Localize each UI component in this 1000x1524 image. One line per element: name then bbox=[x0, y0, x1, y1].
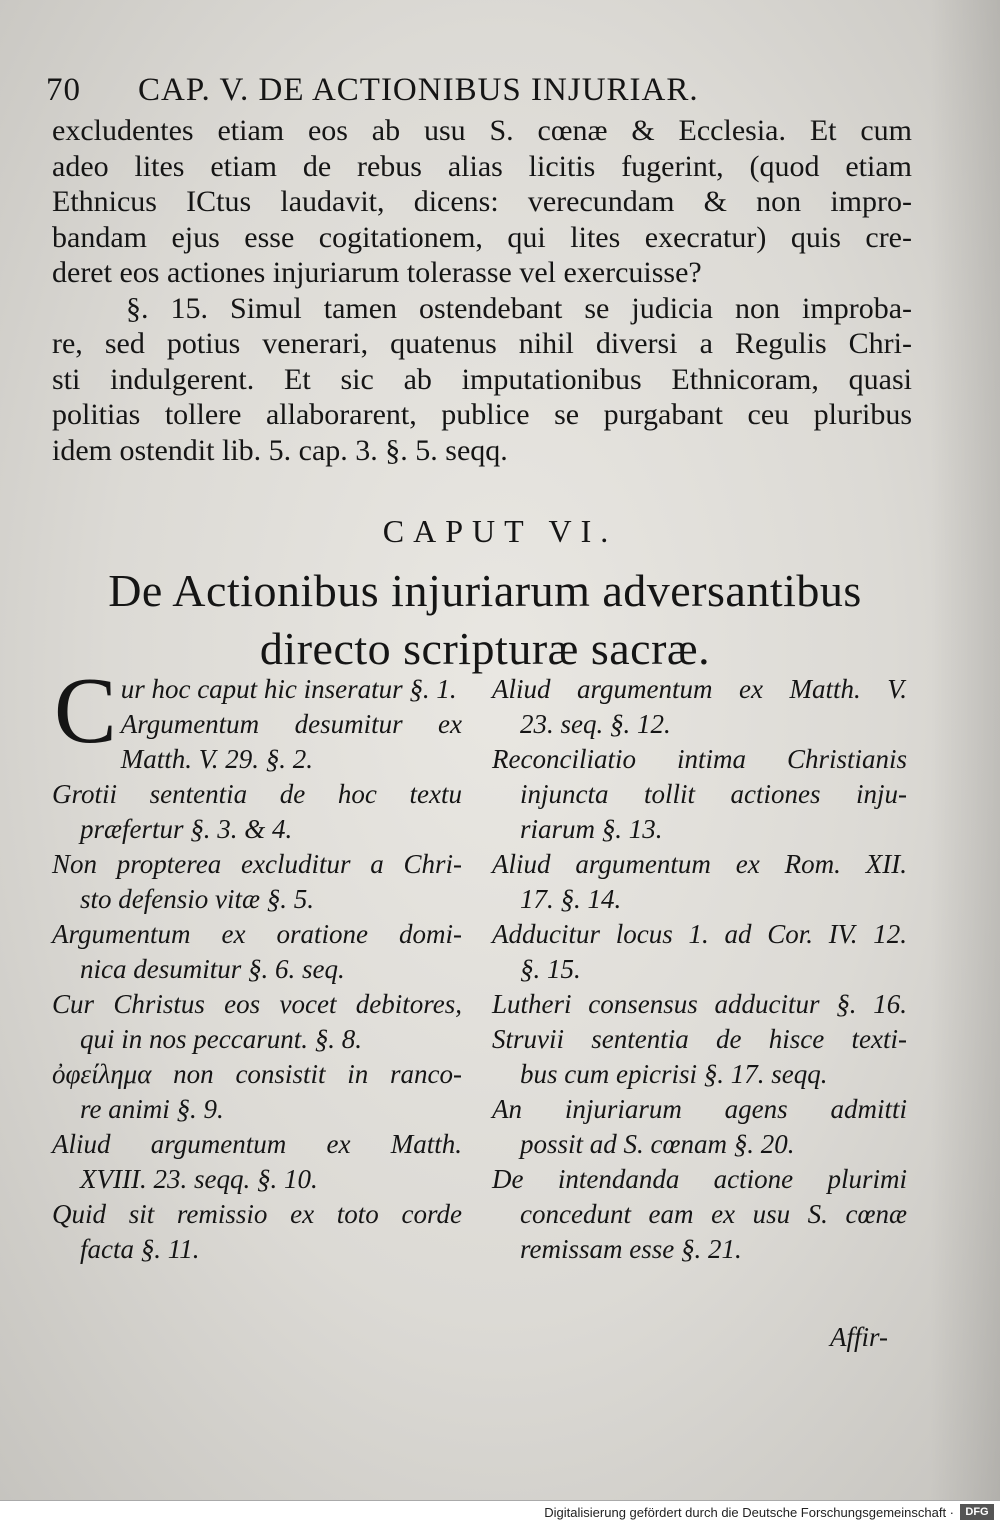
summary-line: Aliud argumentum ex Rom. XII. bbox=[492, 849, 907, 879]
body-line: excludentes etiam eos ab usu S. cœnæ & Ecclesia. Et cum bbox=[52, 114, 912, 147]
body-paragraphs bbox=[52, 113, 912, 468]
summary-line: re animi §. 9. bbox=[80, 1094, 224, 1124]
funding-credit: Digitalisierung gefördert durch die Deutsche Forschungsgemeinschaft · bbox=[544, 1505, 954, 1520]
body-line: adeo lites etiam de rebus alias licitis fugerint, (quod etiam bbox=[52, 149, 912, 183]
chapter-number: CAPUT VI. bbox=[382, 513, 618, 549]
body-line: sti indulgerent. Et sic ab imputationibus Ethnicoram, quasi bbox=[52, 362, 912, 396]
digitization-footer bbox=[0, 1500, 1000, 1524]
running-title: CAP. V. DE ACTIONIBUS INJURIAR. bbox=[138, 72, 699, 108]
body-line: politias tollere allaborarent, publice se purgabant ceu pluribus bbox=[52, 398, 912, 431]
dfg-logo: DFG bbox=[960, 1504, 994, 1520]
summary-line: sto defensio vitæ §. 5. bbox=[80, 884, 314, 914]
summary-line: De intendanda actione plurimi bbox=[492, 1164, 907, 1194]
summary-line: qui in nos peccarunt. §. 8. bbox=[80, 1024, 362, 1054]
chapter-title-line: directo scripturæ sacræ. bbox=[259, 623, 711, 674]
summary-column-right bbox=[492, 672, 907, 1267]
body-line: §. 15. Simul tamen ostendebant se judicia non improba- bbox=[126, 291, 912, 325]
body-line: idem ostendit lib. 5. cap. 3. §. 5. seqq. bbox=[52, 433, 508, 467]
catchword: Affir- bbox=[830, 1322, 888, 1352]
summary-line: Argumentum desumitur ex bbox=[120, 709, 462, 739]
summary-line: præfertur §. 3. & 4. bbox=[80, 814, 293, 844]
summary-line: riarum §. 13. bbox=[520, 814, 663, 844]
summary-line: nica desumitur §. 6. seq. bbox=[80, 954, 345, 984]
body-line: re, sed potius venerari, quatenus nihil diversi a Regulis Chri- bbox=[52, 327, 912, 360]
summary-line: XVIII. 23. seqq. §. 10. bbox=[80, 1164, 318, 1194]
summary-line: ur hoc caput hic inseratur §. 1. bbox=[120, 674, 457, 704]
summary-line: Argumentum ex oratione domi- bbox=[52, 919, 462, 949]
summary-line: remissam esse §. 21. bbox=[520, 1234, 742, 1264]
body-line: Ethnicus ICtus laudavit, dicens: verecundam & non impro- bbox=[52, 185, 912, 218]
summary-line: concedunt eam ex usu S. cœnæ bbox=[520, 1199, 907, 1229]
running-header bbox=[46, 72, 806, 109]
summary-line: injuncta tollit actiones inju- bbox=[520, 779, 907, 809]
page-number: 70 bbox=[46, 72, 81, 108]
drop-cap: C bbox=[54, 659, 117, 763]
body-line: deret eos actiones injuriarum tolerasse vel exercuisse? bbox=[52, 256, 702, 289]
summary-line: Non propterea excluditur a Chri- bbox=[52, 849, 462, 879]
summary-line: An injuriarum agens admitti bbox=[492, 1094, 907, 1124]
summary-line: Reconciliatio intima Christianis bbox=[492, 744, 907, 774]
chapter-heading bbox=[55, 562, 915, 678]
summary-line: Aliud argumentum ex Matth. bbox=[52, 1129, 462, 1159]
summary-line: Adducitur locus 1. ad Cor. IV. 12. bbox=[492, 919, 907, 949]
summary-line: 23. seq. §. 12. bbox=[520, 709, 671, 739]
summary-line: §. 15. bbox=[520, 954, 581, 984]
summary-line: Grotii sententia de hoc textu bbox=[52, 779, 462, 809]
summary-column-left bbox=[52, 659, 462, 1267]
summary-line: Struvii sententia de hisce texti- bbox=[492, 1024, 907, 1054]
summary-line: Cur Christus eos vocet debitores, bbox=[52, 989, 462, 1019]
summary-line: facta §. 11. bbox=[80, 1234, 200, 1264]
summary-line: Aliud argumentum ex Matth. V. bbox=[492, 674, 907, 704]
summary-line: bus cum epicrisi §. 17. seqq. bbox=[520, 1059, 828, 1089]
chapter-title-line: De Actionibus injuriarum adversantibus bbox=[108, 565, 862, 616]
summary-line: Lutheri consensus adducitur §. 16. bbox=[492, 989, 907, 1019]
summary-line: 17. §. 14. bbox=[520, 884, 622, 914]
body-line: bandam ejus esse cogitationem, qui lites execratur) quis cre- bbox=[52, 220, 912, 254]
summary-line: Matth. V. 29. §. 2. bbox=[120, 744, 313, 774]
summary-line: possit ad S. cœnam §. 20. bbox=[520, 1129, 795, 1159]
summary-line: Quid sit remissio ex toto corde bbox=[52, 1199, 462, 1229]
summary-line: ὀφείλημα non consistit in ranco- bbox=[52, 1059, 462, 1089]
